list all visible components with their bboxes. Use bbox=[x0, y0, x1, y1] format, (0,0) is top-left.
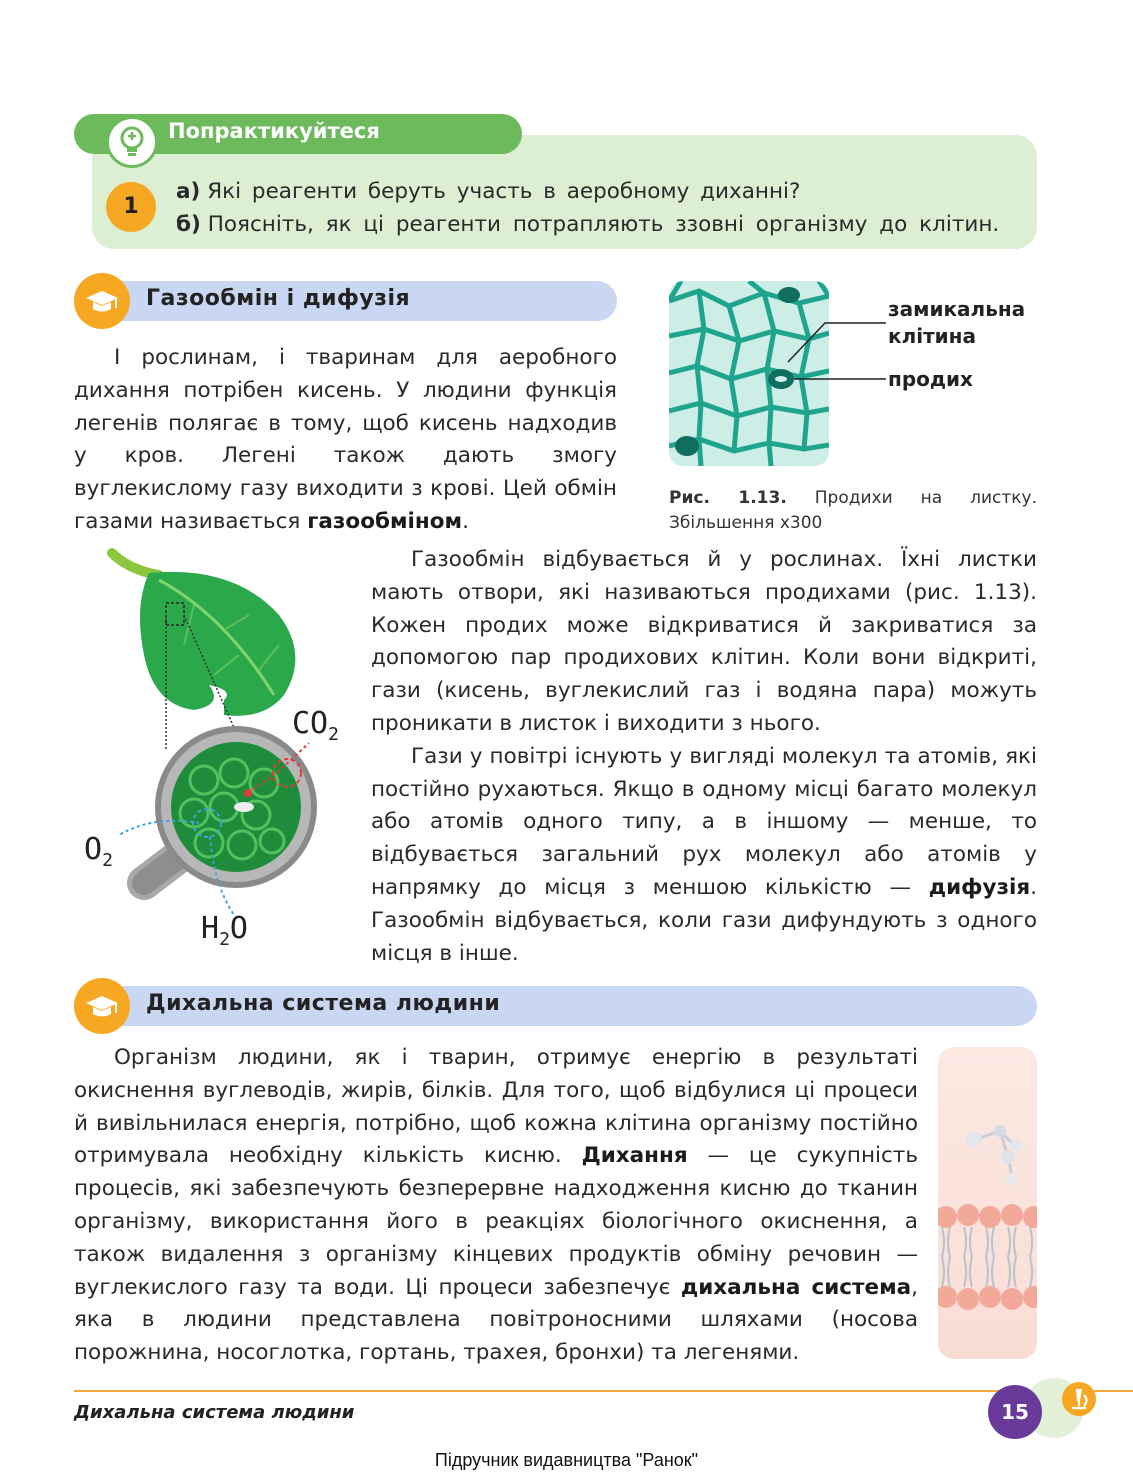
question-a bbox=[176, 175, 800, 209]
label-co2 bbox=[292, 706, 339, 745]
para1-end: . bbox=[462, 508, 469, 534]
microscope-icon bbox=[1062, 1382, 1096, 1416]
question-a-label: а) bbox=[176, 179, 201, 204]
graduation-cap-icon bbox=[74, 273, 130, 329]
footer-chapter-title: Дихальна система людини bbox=[74, 1402, 355, 1423]
question-b-text: Поясніть, як ці реагенти потрапляють ззовні організму до клітин. bbox=[207, 212, 1000, 237]
practice-title: Попрактикуйтеся bbox=[168, 119, 380, 143]
figure-caption-number: Рис. 1.13. bbox=[669, 488, 787, 508]
para1-text: І рослинам, і тваринам для аеробного дихання потрібен кисень. У людини функція легенів полягає в тому, щоб кисень надходив у кров. Легені також дають змогу вуглекислому газу виходити з крові. Цей обмін газами називається bbox=[74, 345, 617, 534]
figure-caption bbox=[669, 486, 1037, 536]
label-guard-cell-line1: замикальна bbox=[888, 297, 1026, 321]
cell-membrane-illustration bbox=[938, 1047, 1037, 1359]
term-diffusion: дифузія bbox=[928, 874, 1031, 900]
h2o-o: O bbox=[229, 911, 248, 946]
co2-subscript: 2 bbox=[328, 724, 339, 745]
figure-leader-lines bbox=[780, 318, 890, 390]
co2-text: CO bbox=[292, 706, 329, 741]
paragraph-respiration bbox=[74, 1042, 918, 1370]
o2-subscript: 2 bbox=[102, 850, 113, 871]
resp-text-c: , яка в людини представлена повітроносними шляхами (носова порожнина, носоглотка, гортань, трахея, бронхи) та легенями. bbox=[74, 1274, 918, 1366]
paragraph-gas-exchange-intro bbox=[74, 342, 617, 539]
publisher-credit: Підручник видавництва "Ранок" bbox=[434, 1450, 699, 1470]
leaf-gas-exchange-diagram bbox=[74, 545, 364, 960]
resp-text-a: Організм людини, як і тварин, отримує енергію в результаті окиснення вуглеводів, жирів, білків. Для того, щоб відбулися ці процеси й вивільнилася енергія, потрібно, щоб кожна клітина організму постійно отримувала необхідну кількість кисню. bbox=[74, 1045, 918, 1169]
para3-text: Гази у повітрі існують у вигляді молекул та атомів, які постійно рухаються. Якщо в одному місці багато молекул або атомів одного типу, а в іншому — менше, то відбувається загальний рух молекул або атомів у напрямку до місця з меншою кількістю — bbox=[371, 743, 1037, 900]
question-b-label: б) bbox=[176, 212, 201, 237]
page-number: 15 bbox=[988, 1385, 1042, 1439]
term-gas-exchange: газообміном bbox=[307, 508, 463, 534]
section-title-gas-exchange: Газообмін і дифузія bbox=[146, 286, 411, 311]
section-title-respiratory-system: Дихальна система людини bbox=[146, 991, 501, 1016]
label-stoma: продих bbox=[888, 367, 973, 391]
question-number-badge: 1 bbox=[106, 182, 156, 232]
term-respiratory-system: дихальна система bbox=[680, 1274, 912, 1300]
paragraph-plant-stomata bbox=[371, 544, 1037, 970]
figure-caption-text: Продихи на листку. Збільшення x300 bbox=[669, 488, 1037, 533]
graduation-cap-icon bbox=[74, 978, 130, 1034]
label-h2o bbox=[201, 911, 248, 950]
label-guard-cell-line2: клітина bbox=[888, 324, 976, 348]
h2o-h: H bbox=[201, 911, 220, 946]
h2o-subscript: 2 bbox=[219, 929, 230, 950]
footer-divider bbox=[74, 1390, 1133, 1392]
para3-end: . Газообмін відбувається, коли гази дифундують з одного місця в інше. bbox=[371, 874, 1037, 966]
label-o2 bbox=[84, 832, 113, 871]
label-guard-cell bbox=[888, 296, 1025, 350]
o2-text: O bbox=[84, 832, 103, 867]
para2-text: Газообмін відбувається й у рослинах. Їхні листки мають отвори, які називаються продихами (рис. 1.13). Кожен продих може відкриватися й закриватися за допомогою пар продихових клітин. Коли вони відкриті, гази (кисень, вуглекислий газ і водяна пара) можуть проникати в листок і виходити з нього. bbox=[371, 547, 1037, 736]
question-b bbox=[176, 208, 999, 242]
resp-text-b: — це сукупність процесів, які забезпечують безперервне надходження кисню до тканин організму, використання його в реакціях біологічного окиснення, а також видалення з організму кінцевих продуктів обміну речовин — вуглекислого газу та води. Ці процеси забезпечує bbox=[74, 1143, 918, 1300]
question-a-text: Які реагенти беруть участь в аеробному диханні? bbox=[207, 179, 801, 204]
term-respiration: Дихання bbox=[581, 1143, 688, 1169]
lightbulb-puzzle-icon bbox=[106, 116, 158, 168]
